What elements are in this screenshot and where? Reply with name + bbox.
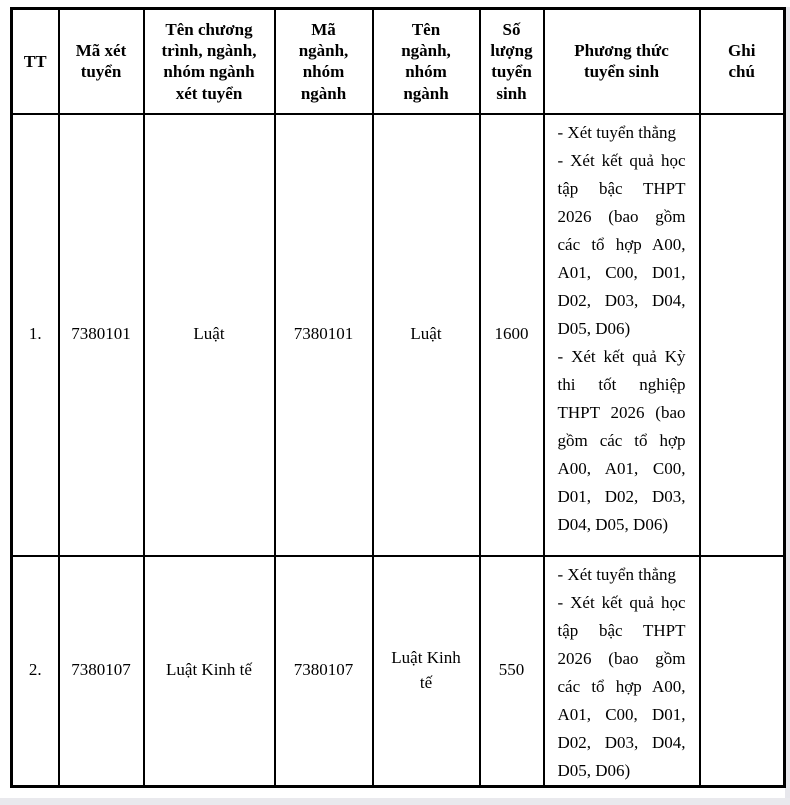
column-header-phuong_thuc: Phương thức tuyển sinh [544,9,700,114]
cell-ten_chuong_trinh: Luật [144,114,275,556]
page-edge-bottom [0,798,790,805]
cell-ma_nganh: 7380107 [275,556,373,787]
cell-so_luong: 1600 [480,114,544,556]
admission-method-item: - Xét tuyển thẳng [557,122,676,142]
column-header-so_luong: Số lượng tuyển sinh [480,9,544,114]
cell-tt: 2. [12,556,59,787]
cell-ma_nganh: 7380101 [275,114,373,556]
column-header-ten_chuong_trinh: Tên chương trình, ngành, nhóm ngành xét tuyển [144,9,275,114]
admission-method-item: - Xét tuyển thẳng [557,564,676,584]
column-header-ma_nganh: Mã ngành, nhóm ngành [275,9,373,114]
cell-phuong_thuc [544,556,700,787]
table-body [12,114,785,787]
cell-phuong_thuc [544,114,700,556]
column-header-tt: TT [12,9,59,114]
admission-method-item: - Xét kết quả học tập bậc THPT 2026 (bao gồm các tổ hợp A00, A01, C00, D01, D02, D03, D04, D05, D06) [557,150,686,338]
cell-ten_nganh: Luật [373,114,480,556]
admission-method-item: - Xét kết quả học tập bậc THPT 2026 (bao gồm các tổ hợp A00, A01, C00, D01, D02, D03, D04, D05, D06) [557,592,686,780]
cell-ghi_chu [700,114,785,556]
column-header-ma_xet_tuyen: Mã xét tuyển [59,9,144,114]
header-row [12,9,785,114]
table-row [12,556,785,787]
cell-so_luong: 550 [480,556,544,787]
cell-ten_chuong_trinh: Luật Kinh tế [144,556,275,787]
table-header [12,9,785,114]
column-header-ghi_chu: Ghi chú [700,9,785,114]
cell-tt: 1. [12,114,59,556]
table-row [12,114,785,556]
cell-ma_xet_tuyen: 7380107 [59,556,144,787]
admission-method-item: - Xét kết quả Kỳ thi tốt nghiệp THPT 2026 (bao gồm các tổ hợp A00, A01, C00, D01, D02, D03, D04, D05, D06) [557,346,686,534]
cell-ghi_chu [700,556,785,787]
cell-ma_xet_tuyen: 7380101 [59,114,144,556]
cell-ten_nganh: Luật Kinh tế [373,556,480,787]
column-header-ten_nganh: Tên ngành, nhóm ngành [373,9,480,114]
admission-quota-table [10,7,786,788]
